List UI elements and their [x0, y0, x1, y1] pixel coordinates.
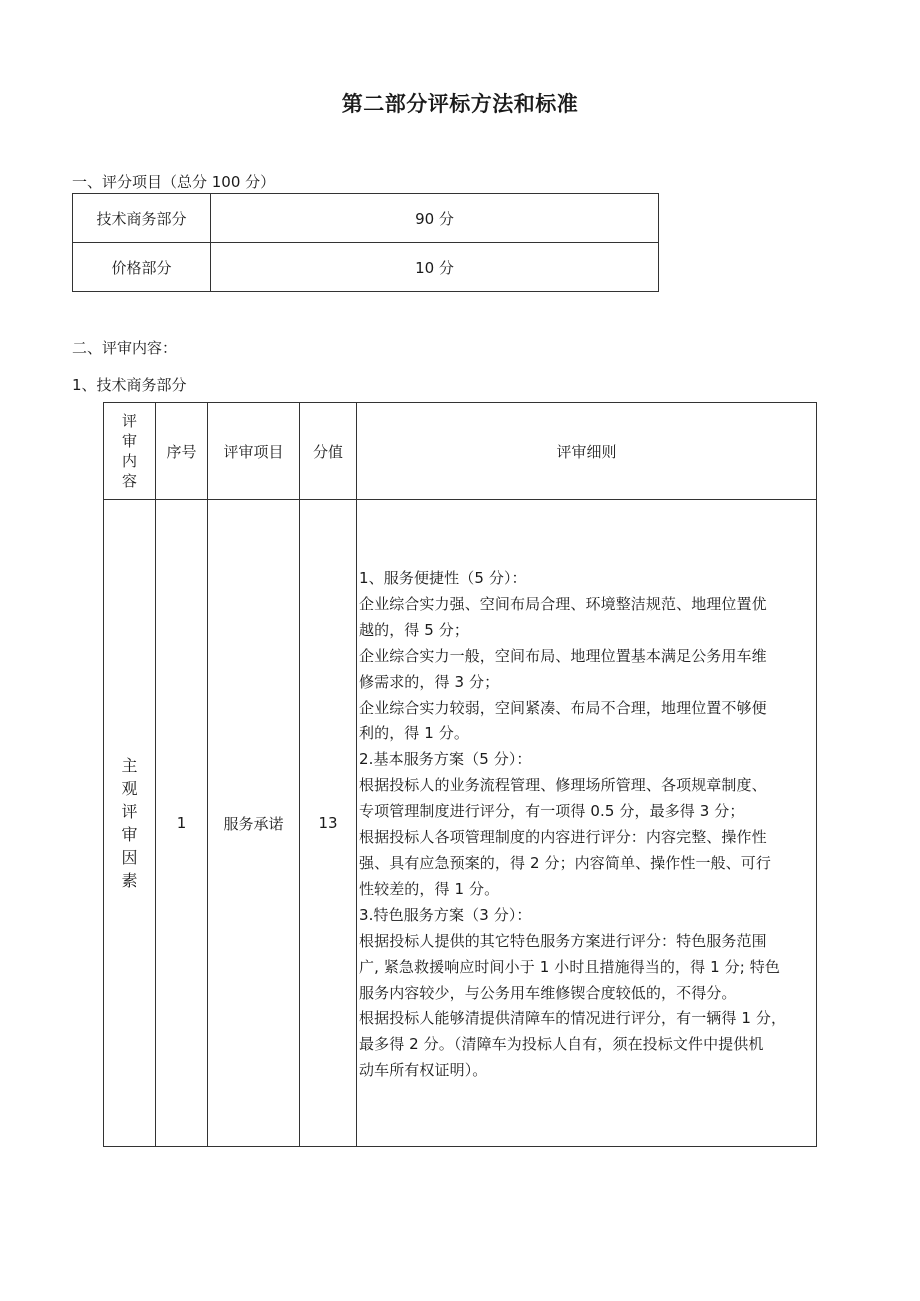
detail-line: 广, 紧急救援响应时间小于 1 小时且措施得当的，得 1 分; 特色 [359, 957, 780, 976]
detail-line: 性较差的，得 1 分。 [359, 879, 500, 898]
table-row [73, 194, 659, 243]
detail-line: 越的，得 5 分； [359, 620, 469, 639]
row-score: 13 [300, 500, 357, 1147]
detail-line: 动车所有权证明）。 [359, 1061, 488, 1080]
table-row [104, 500, 817, 1147]
table-row [73, 243, 659, 292]
score-items-table [72, 193, 659, 292]
row-index: 1 [156, 500, 208, 1147]
header-index: 序号 [156, 403, 208, 500]
header-review-content-label: 评审内容 [121, 412, 137, 490]
detail-line: 专项管理制度进行评分，有一项得 0.5 分，最多得 3 分； [359, 802, 745, 821]
header-review-details: 评审细则 [357, 403, 817, 500]
header-score: 分值 [300, 403, 357, 500]
detail-line: 最多得 2 分。（清障车为投标人自有，须在投标文件中提供机 [359, 1035, 764, 1054]
detail-line: 企业综合实力一般，空间布局、地理位置基本满足公务用车维 [359, 646, 767, 665]
detail-line: 2.基本服务方案（5 分）： [359, 750, 532, 769]
table-header-row [104, 403, 817, 500]
detail-line: 强、具有应急预案的，得 2 分；内容简单、操作性一般、可行 [359, 853, 771, 872]
score-item-value: 90 分 [211, 194, 659, 243]
section1-heading: 一、评分项目（总分 100 分） [72, 173, 276, 191]
row-review-details [357, 500, 817, 1147]
score-item-name: 技术商务部分 [73, 194, 211, 243]
detail-line: 服务内容较少，与公务用车维修锲合度较低的，不得分。 [359, 983, 737, 1002]
detail-line: 根据投标人各项管理制度的内容进行评分：内容完整、操作性 [359, 828, 767, 847]
review-content-table [103, 402, 817, 1147]
detail-line: 根据投标人提供的其它特色服务方案进行评分：特色服务范围 [359, 931, 767, 950]
page-title: 第二部分评标方法和标准 [341, 92, 579, 116]
detail-line: 根据投标人能够清提供清障车的情况进行评分，有一辆得 1 分， [359, 1009, 787, 1028]
header-review-item: 评审项目 [208, 403, 300, 500]
detail-line: 3.特色服务方案（3 分）： [359, 905, 532, 924]
row-review-content-label: 主观评审因素 [121, 756, 138, 890]
header-review-content [104, 403, 156, 500]
detail-line: 根据投标人的业务流程管理、修理场所管理、各项规章制度、 [359, 776, 767, 795]
score-item-value: 10 分 [211, 243, 659, 292]
detail-line: 修需求的，得 3 分； [359, 672, 500, 691]
section2-heading: 二、评审内容： [72, 339, 178, 357]
detail-line: 企业综合实力强、空间布局合理、环境整洁规范、地理位置优 [359, 594, 767, 613]
row-review-content [104, 500, 156, 1147]
row-review-item: 服务承诺 [208, 500, 300, 1147]
score-item-name: 价格部分 [73, 243, 211, 292]
detail-line: 企业综合实力较弱，空间紧凑、布局不合理，地理位置不够便 [359, 698, 767, 717]
detail-line: 1、服务便捷性（5 分）： [359, 569, 527, 587]
section2-subheading: 1、技术商务部分 [72, 376, 187, 394]
detail-line: 利的，得 1 分。 [359, 724, 469, 743]
